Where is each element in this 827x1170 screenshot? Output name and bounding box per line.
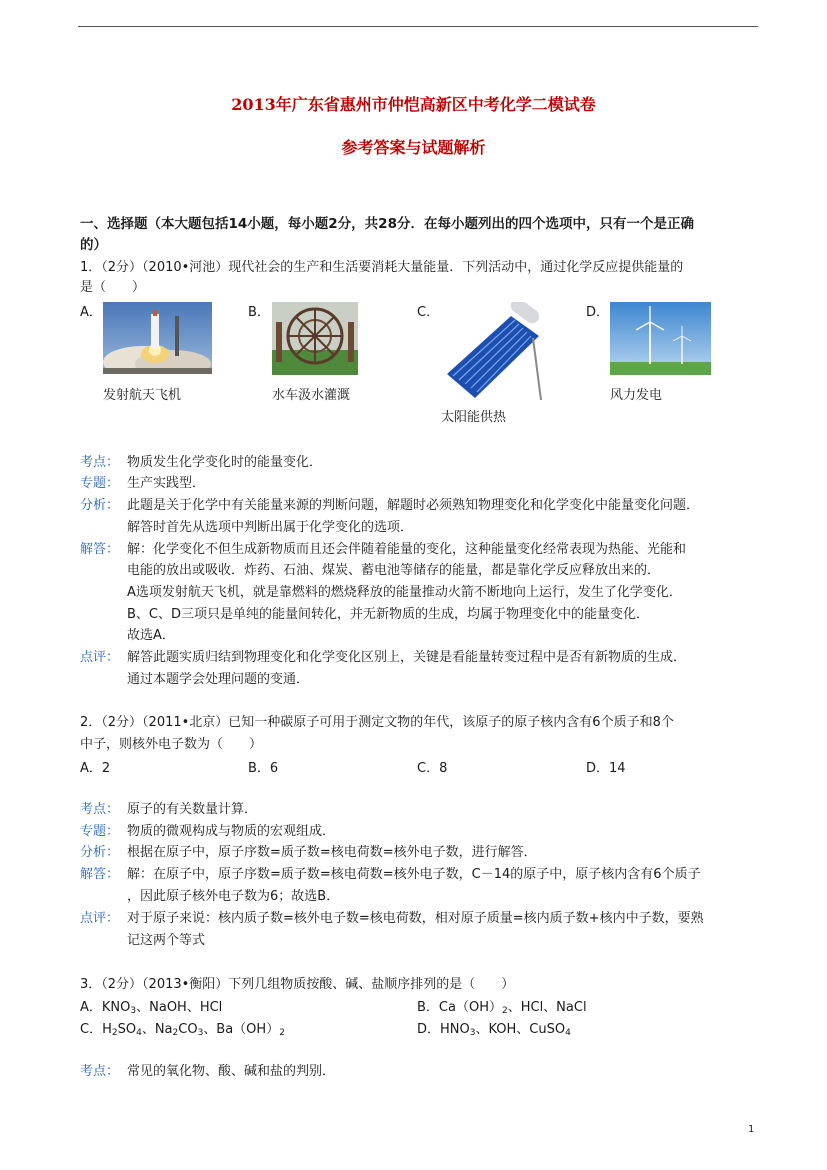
q3-kaodian: 常见的氧化物、酸、碱和盐的判别． (127, 1064, 336, 1079)
q1-fenxi-line1: 此题是关于化学中有关能量来源的判断问题，解题时必须熟知物理变化和化学变化中能量变化问题． (127, 498, 700, 513)
q1-option-d-caption: 风力发电 (610, 388, 663, 403)
q1-fenxi-label: 分析： (80, 498, 120, 513)
q2-dianping-line1: 对于原子来说：核内质子数=核外电子数=核电荷数，相对原子质量=核内质子数+核内中子数，要熟 (127, 911, 704, 926)
page-title: 2013年广东省惠州市仲恺高新区中考化学二模试卷 (231, 95, 596, 114)
q1-jieda-line4: B、C、D三项只是单纯的能量间转化，并无新物质的生成，均属于物理变化中的能量变化． (127, 607, 650, 622)
page-number: 1 (748, 1124, 755, 1135)
q1-kaodian: 物质发生化学变化时的能量变化． (127, 455, 323, 470)
q1-stem-line1: 1．（2分）（2010•河池）现代社会的生产和生活要消耗大量能量．下列活动中，通过化学反应提供能量的 (80, 260, 684, 275)
section-heading-line2: 的） (80, 237, 107, 253)
q3-option-c: C．$H_2SO_4$、$Na_2CO_3$、$Ba(OH)_2$ (80, 1022, 285, 1038)
shuttle-launch-image (103, 302, 212, 374)
q3-kaodian-label: 考点： (80, 1064, 120, 1079)
wind-turbine-image (610, 302, 711, 375)
q1-jieda-line5: 故选A． (127, 628, 175, 643)
q2-fenxi-label: 分析： (80, 845, 120, 860)
q1-dianping-line2: 通过本题学会处理问题的变通． (127, 672, 310, 687)
q1-option-a-caption: 发射航天飞机 (103, 388, 182, 403)
solar-heater-image (441, 302, 544, 402)
q3-option-d: D．$HNO_3$、KOH、CuSO$_4$ (417, 1022, 571, 1038)
q3-option-b: B．$Ca(OH)_2$、HCl、NaCl (417, 1000, 587, 1016)
q1-dianping-label: 点评： (80, 650, 120, 665)
q2-kaodian: 原子的有关数量计算． (127, 802, 258, 817)
q2-option-b: B．6 (248, 761, 279, 776)
q1-jieda-label: 解答： (80, 542, 120, 557)
q3-option-a: A．$KNO_3$、NaOH、HCl (80, 1000, 223, 1016)
q2-kaodian-label: 考点： (80, 802, 120, 817)
q2-stem-line2: 中子，则核外电子数为（ ） (80, 737, 263, 752)
page-subtitle: 参考答案与试题解析 (341, 138, 486, 157)
header-rule (78, 26, 758, 27)
q2-zhuanti: 物质的微观构成与物质的宏观组成． (127, 824, 336, 839)
q1-zhuanti: 生产实践型． (127, 476, 206, 491)
q1-option-b-caption: 水车汲水灌溉 (272, 388, 351, 403)
q2-dianping-label: 点评： (80, 911, 120, 926)
q2-jieda-line1: 解：在原子中，原子序数=质子数=核电荷数=核外电子数，C－14的原子中，原子核内含有6个质子 (127, 867, 701, 882)
q2-jieda-line2: ，因此原子核外电子数为6；故选B． (127, 889, 340, 904)
q1-jieda-line1: 解：化学变化不但生成新物质而且还会伴随着能量的变化，这种能量变化经常表现为热能、光能和 (127, 542, 687, 557)
q1-kaodian-label: 考点： (80, 455, 120, 470)
q1-fenxi-line2: 解答时首先从选项中判断出属于化学变化的选项． (127, 520, 414, 535)
q2-dianping-line2: 记这两个等式 (127, 933, 206, 948)
q3-stem: 3．（2分）（2013•衡阳）下列几组物质按酸、碱、盐顺序排列的是（ ） (80, 977, 515, 992)
q2-jieda-label: 解答： (80, 867, 120, 882)
q1-stem-line2: 是（ ） (80, 280, 146, 295)
q1-option-b-letter: B． (248, 305, 270, 320)
q2-option-a: A．2 (80, 761, 111, 776)
water-wheel-image (272, 302, 358, 375)
section-heading-line1: 一、选择题（本大题包括14小题，每小题2分，共28分．在每小题列出的四个选项中，只有一个是正确 (80, 216, 694, 232)
q1-option-a-letter: A． (80, 305, 102, 320)
q1-option-c-letter: C． (417, 305, 440, 320)
q2-fenxi: 根据在原子中，原子序数=质子数=核电荷数=核外电子数，进行解答． (127, 845, 537, 860)
q1-jieda-line3: A选项发射航天飞机，就是靠燃料的燃烧释放的能量推动火箭不断地向上运行，发生了化学变化． (127, 585, 682, 600)
q1-dianping-line1: 解答此题实质归结到物理变化和化学变化区别上，关键是看能量转变过程中是否有新物质的生成． (127, 650, 687, 665)
q1-jieda-line2: 电能的放出或吸收．炸药、石油、煤炭、蓄电池等储存的能量，都是靠化学反应释放出来的． (127, 563, 661, 578)
q2-zhuanti-label: 专题： (80, 824, 120, 839)
q2-option-d: D．14 (586, 761, 626, 776)
q1-option-d-letter: D． (586, 305, 610, 320)
q1-option-c-caption: 太阳能供热 (441, 410, 507, 425)
q2-option-c: C．8 (417, 761, 448, 776)
q2-stem-line1: 2．（2分）（2011•北京）已知一种碳原子可用于测定文物的年代，该原子的原子核内含有6个质子和8个 (80, 715, 674, 730)
q1-zhuanti-label: 专题： (80, 476, 120, 491)
